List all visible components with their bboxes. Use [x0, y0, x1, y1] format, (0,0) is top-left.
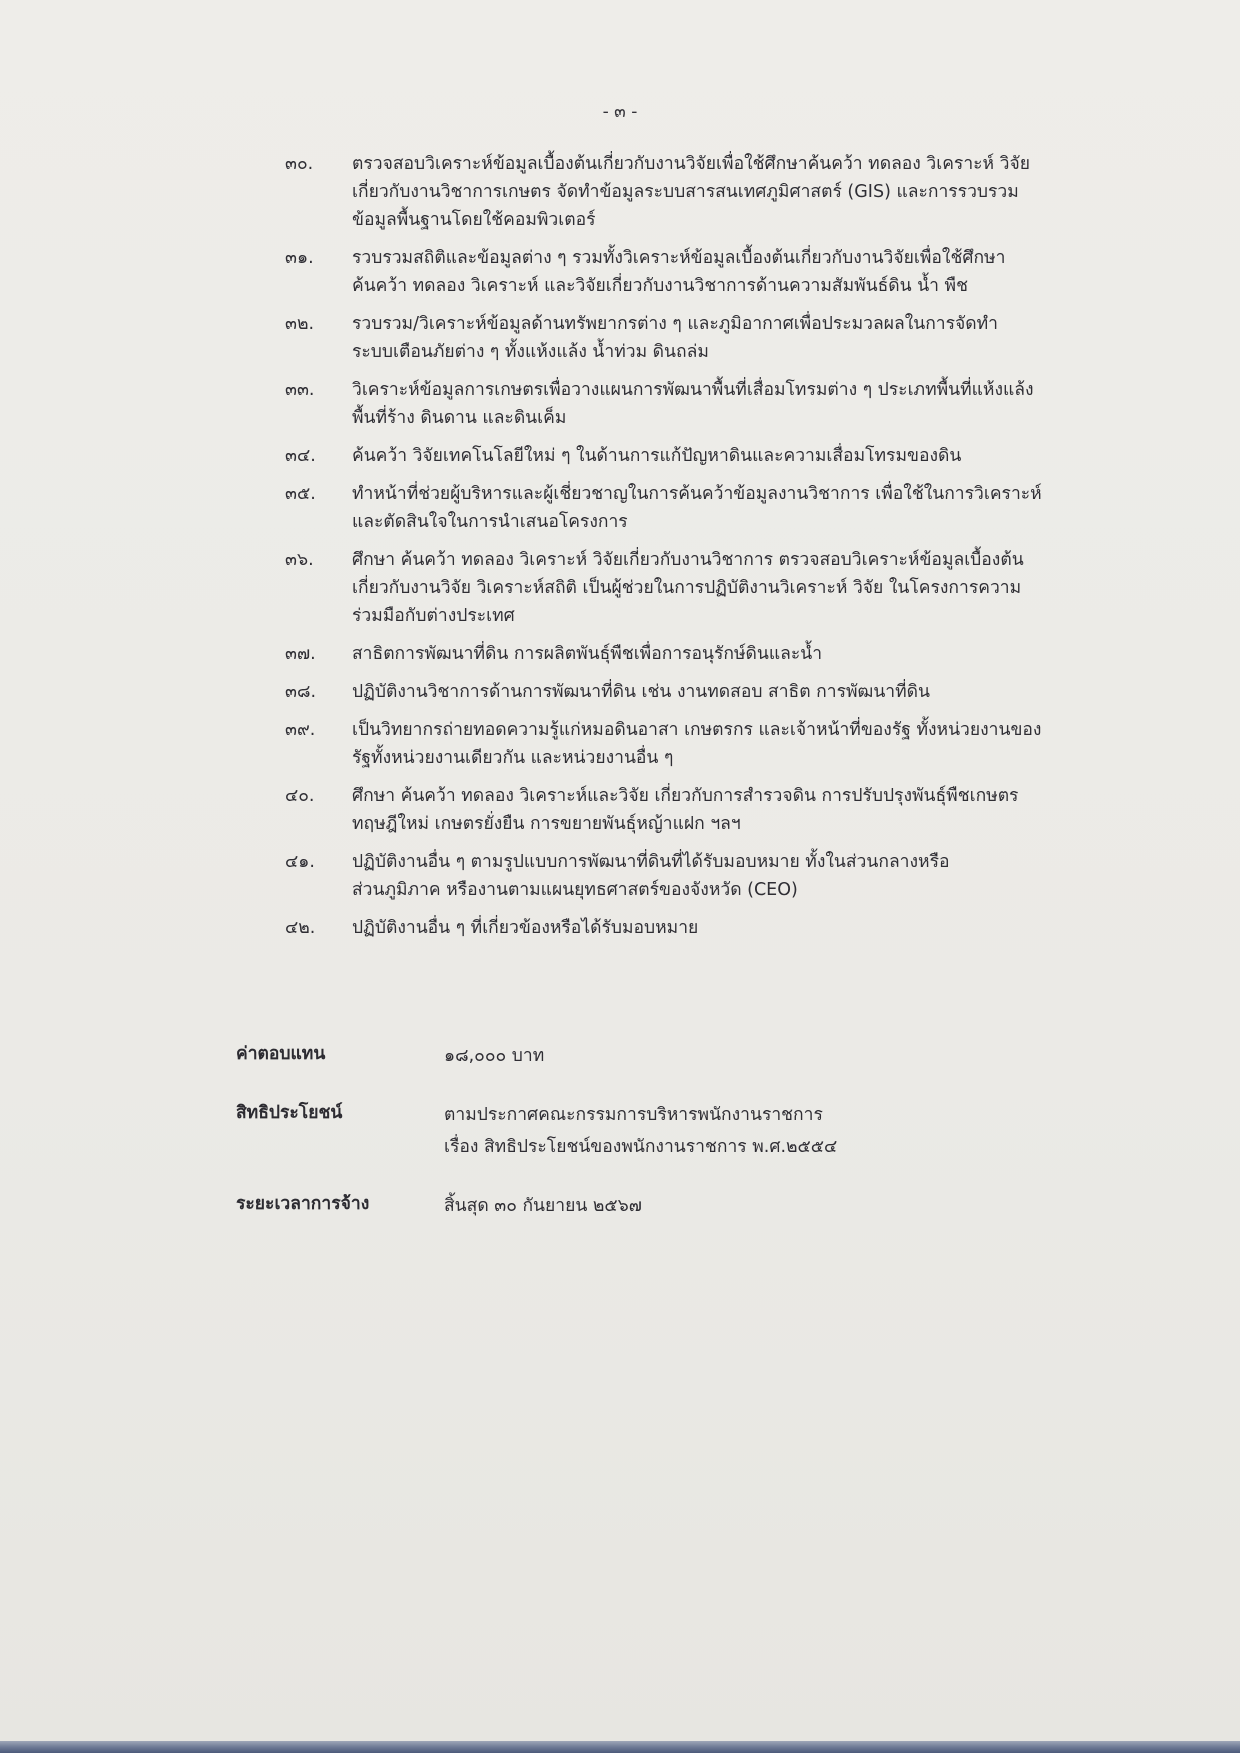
item-line: รัฐทั้งหน่วยงานเดียวกัน และหน่วยงานอื่น ๆ — [352, 748, 674, 768]
item-number: ๔๐. — [285, 786, 315, 806]
list-item — [285, 150, 1115, 234]
item-line: รวบรวม/วิเคราะห์ข้อมูลด้านทรัพยากรต่าง ๆ และภูมิอากาศเพื่อประมวลผลในการจัดทำ — [352, 314, 999, 334]
item-line: ปฏิบัติงานอื่น ๆ ตามรูปแบบการพัฒนาที่ดินที่ได้รับมอบหมาย ทั้งในส่วนกลางหรือ — [352, 852, 950, 872]
employment-period-value — [444, 1190, 1136, 1222]
item-line: ทฤษฎีใหม่ เกษตรยั่งยืน การขยายพันธุ์หญ้าแฝก ฯลฯ — [352, 814, 741, 834]
item-line: สาธิตการพัฒนาที่ดิน การผลิตพันธุ์พืชเพื่อการอนุรักษ์ดินและน้ำ — [352, 644, 823, 664]
item-line: ศึกษา ค้นคว้า ทดลอง วิเคราะห์และวิจัย เกี่ยวกับการสำรวจดิน การปรับปรุงพันธุ์พืชเกษตร — [352, 786, 1019, 806]
list-item — [285, 914, 1115, 942]
compensation-row — [236, 1040, 1136, 1072]
list-item — [285, 442, 1115, 470]
item-line: ปฏิบัติงานอื่น ๆ ที่เกี่ยวข้องหรือได้รับมอบหมาย — [352, 918, 699, 938]
employment-period-date: สิ้นสุด ๓๐ กันยายน ๒๕๖๗ — [444, 1196, 642, 1216]
list-item — [285, 782, 1115, 838]
compensation-amount: ๑๘,๐๐๐ บาท — [444, 1046, 545, 1066]
list-item — [285, 640, 1115, 668]
item-line: ศึกษา ค้นคว้า ทดลอง วิเคราะห์ วิจัยเกี่ยวกับงานวิชาการ ตรวจสอบวิเคราะห์ข้อมูลเบื้องต้น — [352, 550, 1024, 570]
item-number: ๔๒. — [285, 918, 316, 938]
item-line: ปฏิบัติงานวิชาการด้านการพัฒนาที่ดิน เช่น งานทดสอบ สาธิต การพัฒนาที่ดิน — [352, 682, 930, 702]
scan-bottom-edge — [0, 1741, 1240, 1753]
item-number: ๓๖. — [285, 550, 314, 570]
employment-info — [236, 1040, 1136, 1249]
item-line: ร่วมมือกับต่างประเทศ — [352, 606, 515, 626]
compensation-value — [444, 1040, 1136, 1072]
item-line: พื้นที่ร้าง ดินดาน และดินเค็ม — [352, 408, 567, 428]
item-line: และตัดสินใจในการนำเสนอโครงการ — [352, 512, 628, 532]
item-line: เป็นวิทยากรถ่ายทอดความรู้แก่หมอดินอาสา เกษตรกร และเจ้าหน้าที่ของรัฐ ทั้งหน่วยงานของ — [352, 720, 1042, 740]
list-item — [285, 716, 1115, 772]
item-line: ค้นคว้า วิจัยเทคโนโลยีใหม่ ๆ ในด้านการแก้ปัญหาดินและความเสื่อมโทรมของดิน — [352, 446, 962, 466]
benefits-line: ตามประกาศคณะกรรมการบริหารพนักงานราชการ — [444, 1105, 823, 1125]
employment-period-label: ระยะเวลาการจ้าง — [236, 1194, 370, 1214]
duty-list — [285, 150, 1115, 952]
item-line: เกี่ยวกับงานวิชาการเกษตร จัดทำข้อมูลระบบสารสนเทศภูมิศาสตร์ (GIS) และการรวบรวม — [352, 182, 1019, 202]
list-item — [285, 848, 1115, 904]
compensation-label: ค่าตอบแทน — [236, 1044, 326, 1064]
item-number: ๓๘. — [285, 682, 317, 702]
item-line: ตรวจสอบวิเคราะห์ข้อมูลเบื้องต้นเกี่ยวกับงานวิจัยเพื่อใช้ศึกษาค้นคว้า ทดลอง วิเคราะห์ วิจัย — [352, 154, 1030, 174]
item-number: ๓๔. — [285, 446, 316, 466]
item-number: ๔๑. — [285, 852, 315, 872]
benefits-line: เรื่อง สิทธิประโยชน์ของพนักงานราชการ พ.ศ.๒๕๕๔ — [444, 1137, 838, 1157]
item-line: ระบบเตือนภัยต่าง ๆ ทั้งแห้งแล้ง น้ำท่วม ดินถล่ม — [352, 342, 709, 362]
list-item — [285, 244, 1115, 300]
item-number: ๓๗. — [285, 644, 316, 664]
page-number: - ๓ - — [602, 102, 638, 122]
employment-period-row — [236, 1190, 1136, 1222]
list-item — [285, 480, 1115, 536]
item-line: เกี่ยวกับงานวิจัย วิเคราะห์สถิติ เป็นผู้ช่วยในการปฏิบัติงานวิเคราะห์ วิจัย ในโครงการความ — [352, 578, 1022, 598]
item-number: ๓๙. — [285, 720, 316, 740]
item-number: ๓๑. — [285, 248, 314, 268]
item-line: ค้นคว้า ทดลอง วิเคราะห์ และวิจัยเกี่ยวกับงานวิชาการด้านความสัมพันธ์ดิน น้ำ พืช — [352, 276, 968, 296]
list-item — [285, 376, 1115, 432]
benefits-row — [236, 1099, 1136, 1163]
item-line: ทำหน้าที่ช่วยผู้บริหารและผู้เชี่ยวชาญในการค้นคว้าข้อมูลงานวิชาการ เพื่อใช้ในการวิเคราะห์ — [352, 484, 1042, 504]
item-line: ข้อมูลพื้นฐานโดยใช้คอมพิวเตอร์ — [352, 210, 596, 230]
list-item — [285, 678, 1115, 706]
item-number: ๓๓. — [285, 380, 315, 400]
list-item — [285, 546, 1115, 630]
item-number: ๓๒. — [285, 314, 315, 334]
benefits-value — [444, 1099, 1136, 1163]
benefits-label: สิทธิประโยชน์ — [236, 1103, 343, 1123]
item-line: วิเคราะห์ข้อมูลการเกษตรเพื่อวางแผนการพัฒนาพื้นที่เสื่อมโทรมต่าง ๆ ประเภทพื้นที่แห้งแล้ง — [352, 380, 1034, 400]
item-number: ๓๕. — [285, 484, 316, 504]
item-number: ๓๐. — [285, 154, 314, 174]
list-item — [285, 310, 1115, 366]
item-line: ส่วนภูมิภาค หรืองานตามแผนยุทธศาสตร์ของจังหวัด (CEO) — [352, 880, 798, 900]
item-line: รวบรวมสถิติและข้อมูลต่าง ๆ รวมทั้งวิเคราะห์ข้อมูลเบื้องต้นเกี่ยวกับงานวิจัยเพื่อใช้ศึกษา — [352, 248, 1006, 268]
